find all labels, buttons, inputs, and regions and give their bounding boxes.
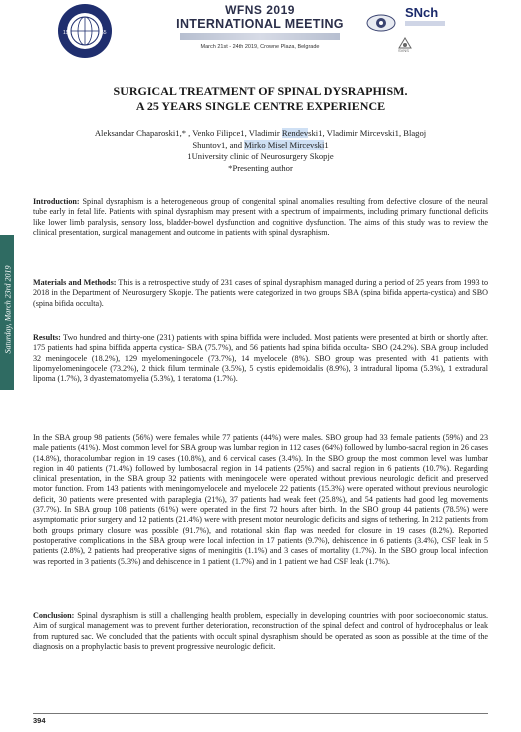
presenting-author-note: *Presenting author bbox=[228, 163, 293, 174]
wfns-seal-logo bbox=[57, 3, 113, 59]
conclusion-label: Conclusion: bbox=[33, 611, 75, 620]
date-side-tab bbox=[0, 235, 14, 390]
conference-year: WFNS 2019 bbox=[225, 3, 295, 17]
svg-text:19: 19 bbox=[63, 30, 69, 36]
paper-title bbox=[34, 84, 487, 113]
conclusion-text: Spinal dysraphism is still a challenging health problem, especially in developing countries with poor socioeconomic status. Aim of surgical management was to prevent further deterioration, reconstruction of the spinal defect and control of hydrocephalus or leak from ruptured sac. We concluded that the patients with occult spinal dysraphism should be operated as soon as possible at the time of the diagnosis on a prophylactic basis to prevent progressive neurologic deficit. bbox=[33, 611, 488, 651]
authors-line-1 bbox=[30, 128, 491, 140]
results-continued-text: In the SBA group 98 patients (56%) were females while 77 patients (44%) were males. SBO group had 33 female patients (59%) and 23 male patients (41%). Most common level for SBA group was lumbar region in 112 cases (64%) followed by lumbo-sacral region in 26 cases (14.8%), thoracolumbar region in 19 cases (10.8%), and 6 cervical cases (3.4%). In the SBO group the most common level was lumbar region in 40 patients (71.4%) followed by lumbosacral region in 14 patients (25%) and sacral region in 6 patients (10.7%). Regarding clinical presentation, in the SBA group 32 patients with meningocele were operated without previous neurologic deficit and preserved motor function. From 143 patients with meningomyelocele and myelocele 22 patients (15.3%) were operated without previous neurologic deficit, 30 patients were presented with paraplegia (21%), 37 patients had weak feet (25.8%), and 54 patients had good leg movements (37.7%). In SBA group 108 patients (61%) were operated in the first 72 hours after birth. In the SBO group 44 patients (78.5%) were asymptomatic prior surgery and 12 patients (21.4%) were with present motor neurologic deficits and signs of tethering. In 212 patients from both groups primary closure was possible (91.7%), and rotational skin flap was needed for closure in 19 cases (8.2%). Reported postoperative complications in the SBA group were local infection in 17 patients (9.7%), dehiscence in 6 patients (3.4%), CSF leak in 5 patients (2.8%), 2 patients had preoperative signs of meningitis (1.1%) and 3 cases of mortality (1.7%). In the SBO group local infection was reported in 3 patients (5.3%) and dehiscence in 1 patient (1.7%) and in 1 patient we had CSF leak (1.7%). bbox=[33, 433, 488, 566]
introduction-text: Spinal dysraphism is a heterogeneous group of congenital spinal anomalies resulting from defective closure of the neural tube early in fetal life. Patients with spinal dysraphism may present with a spectrum of impairments, including primary functional deficits like lower limb paralysis, sensory loss, bladder-bowel dysfunction and cognitive dysfunction. The aims of this study was to review the clinical presentation, surgical management and outcome in patients with spinal dysraphism. bbox=[33, 197, 488, 237]
methods-text: This is a retrospective study of 231 cases of spinal dysraphism managed during a period of 25 years from 1993 to 2018 in the Department of Neurosurgery Skopje. The patients were categorized in two groups SBA (spina bifida apperta-cystica) and SBO (spina bifida occulta). bbox=[33, 278, 488, 308]
title-line-2: A 25 YEARS SINGLE CENTRE EXPERIENCE bbox=[135, 98, 386, 113]
introduction-label: Introduction: bbox=[33, 197, 80, 206]
snch-logo-text: SNch bbox=[405, 5, 439, 20]
conclusion-section bbox=[33, 611, 488, 652]
methods-section bbox=[33, 278, 488, 309]
author-block bbox=[30, 128, 491, 175]
eye-logo-icon bbox=[366, 12, 396, 34]
results-label: Results: bbox=[33, 333, 61, 342]
authors-text: Shuntov1, and bbox=[192, 139, 245, 150]
snch-logo-bar bbox=[405, 21, 445, 26]
title-line-1: SURGICAL TREATMENT OF SPINAL DYSRAPHISM. bbox=[113, 84, 408, 98]
methods-label: Materials and Methods: bbox=[33, 278, 117, 287]
highlighted-author-text: Rendev bbox=[281, 128, 309, 138]
conference-name: INTERNATIONAL MEETING bbox=[176, 17, 344, 31]
page-number: 394 bbox=[33, 716, 46, 725]
footer-rule bbox=[33, 713, 488, 714]
svns-logo-label: SVNS bbox=[398, 48, 409, 53]
results-section bbox=[33, 333, 488, 384]
results-text: Two hundred and thirty-one (231) patients with spina biffida were included. Most patients were presented at birth or shortly after. 175 patients had spina biffida apperta cystica- SBA (75.7%), and 56 patients had spina bifida occulta- SBO (24.2%). SBA group included 32 meningocele (18.2%), 129 myelomeningocele (73.7%), 14 myelocele (8%). SBO group was presented with 41 patients with lipomyelomeningocele (73.2%), 2 thick filum terminale (3.5%), 5 cystis epidemoidalis (8.9%), 3 intradural lipoma (5.3%), 1 extradural lipoma (1.7%), 3 dyastematomyelia (5.3%), 1 teratoma (1.7%). bbox=[33, 333, 488, 384]
affiliation: 1University clinic of Neurosurgery Skopje bbox=[187, 151, 334, 162]
authors-text: Aleksandar Chaparoski1,* , Venko Filipce1, Vladimir bbox=[94, 128, 282, 138]
highlighted-author-text: Mirko Misel Mircevski bbox=[244, 139, 325, 150]
svg-text:55: 55 bbox=[101, 30, 107, 36]
conference-subtitle-banner bbox=[180, 33, 340, 40]
snch-logo bbox=[405, 6, 451, 32]
side-tab-text: Saturday, March 23rd 2019 bbox=[3, 265, 13, 354]
results-continued-section bbox=[33, 433, 488, 567]
authors-line-2 bbox=[30, 140, 491, 152]
introduction-section bbox=[33, 197, 488, 238]
conference-date: March 21st - 24th 2019, Crowne Plaza, Belgrade bbox=[200, 44, 320, 50]
authors-text: ski1, Vladimir Mircevski1, Blagoj bbox=[308, 128, 427, 138]
conference-title-block bbox=[150, 4, 370, 50]
page-header bbox=[0, 0, 521, 62]
authors-text: 1 bbox=[324, 139, 329, 150]
